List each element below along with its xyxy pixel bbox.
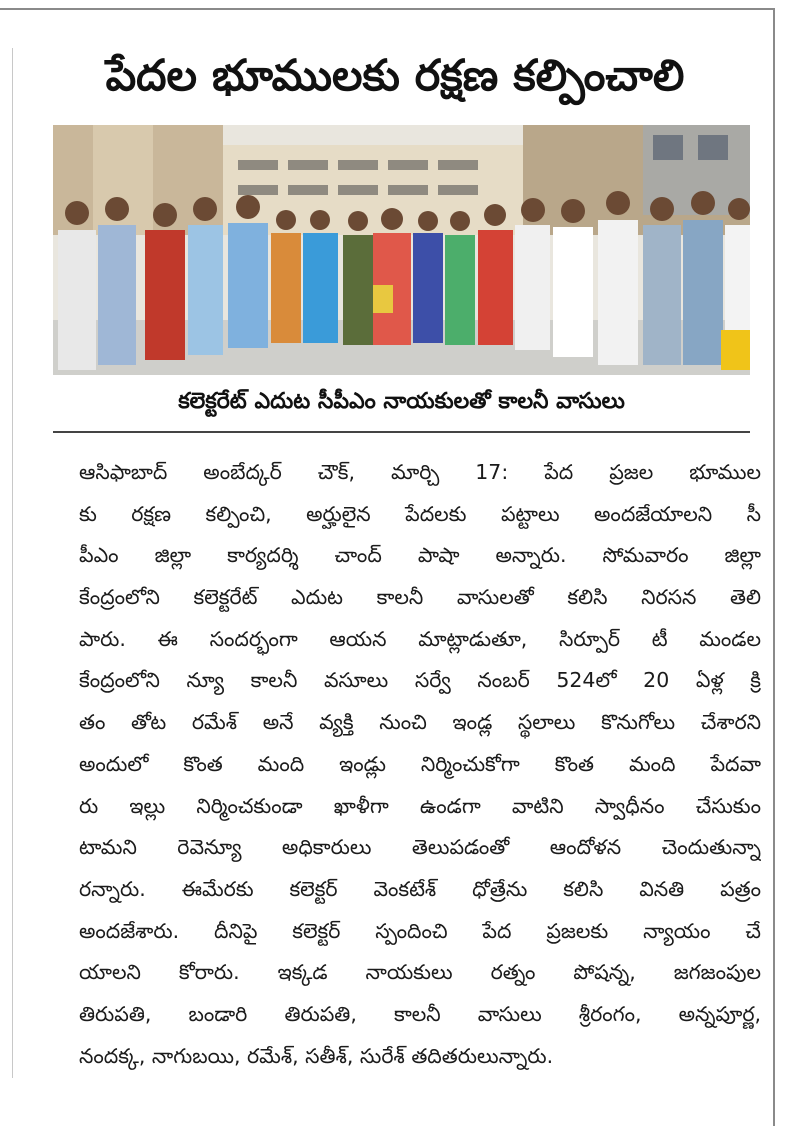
body-line: అందజేశారు. దీనిపై కలెక్టర్ స్పందించి పేద ప్రజలకు న్యాయం చే [79,918,761,943]
photo-caption: కలెక్టరేట్ ఎదుట సీపీఎం నాయకులతో కాలనీ వాసులు [178,389,625,414]
body-line: నందక్క, నాగుబయి, రమేశ్, సతీశ్, సురేశ్ తదితరులున్నారు. [79,1043,554,1068]
article-body [79,452,761,1077]
body-line: కేంద్రంలోని కలెక్టరేట్ ఎదుట కాలనీ వాసులతో కలిసి నిరసన తెలి [79,585,761,610]
article-headline: పేదల భూములకు రక్షణ కల్పించాలి [105,51,685,101]
body-line: టామని రెవెన్యూ అధికారులు తెలుపడంతో ఆందోళన చెందుతున్నా [79,835,761,860]
top-border-rule [0,8,775,10]
body-line: తం తోట రమేశ్ అనే వ్యక్తి నుంచి ఇండ్ల స్థలాలు కొనుగోలు చేశారని [79,710,761,735]
body-line: ఆసిఫాబాద్ అంబేద్కర్ చౌక్, మార్చి 17: పేద ప్రజల భూముల [79,460,761,484]
body-line: పారు. ఈ సందర్భంగా ఆయన మాట్లాడుతూ, సిర్పూర్ టీ మండల [79,626,761,651]
body-line: రు ఇల్లు నిర్మించకుండా ఖాళీగా ఉండగా వాటిని స్వాధీనం చేసుకుం [79,793,761,818]
left-column-rule [12,48,13,1078]
body-line: అందులో కొంత మంది ఇండ్లు నిర్మించుకోగా కొంత మంది పేదవా [79,751,761,776]
body-line: కు రక్షణ కల్పించి, అర్హులైన పేదలకు పట్టాలు అందజేయాలని సీ [79,501,761,526]
body-line: యాలని కోరారు. ఇక్కడ నాయకులు రత్నం పోషన్న, జగజంపుల [79,960,761,985]
body-line: రన్నారు. ఈమేరకు కలెక్టర్ వెంకటేశ్ ధోత్రేను కలిసి వినతి పత్రం [79,876,761,901]
caption-divider [53,431,750,433]
body-line: తిరుపతి, బండారి తిరుపతి, కాలనీ వాసులు శ్రీరంగం, అన్నపూర్ణ, [79,1001,761,1026]
body-line: కేంద్రంలోని న్యూ కాలనీ వసూలు సర్వే నంబర్ 524లో 20 ఏళ్ల క్రి [79,668,761,693]
group-photo-image [53,125,750,375]
right-border-rule [773,8,775,1126]
body-line: పీఎం జిల్లా కార్యదర్శి చాంద్ పాషా అన్నారు. సోమవారం జిల్లా [79,543,761,568]
